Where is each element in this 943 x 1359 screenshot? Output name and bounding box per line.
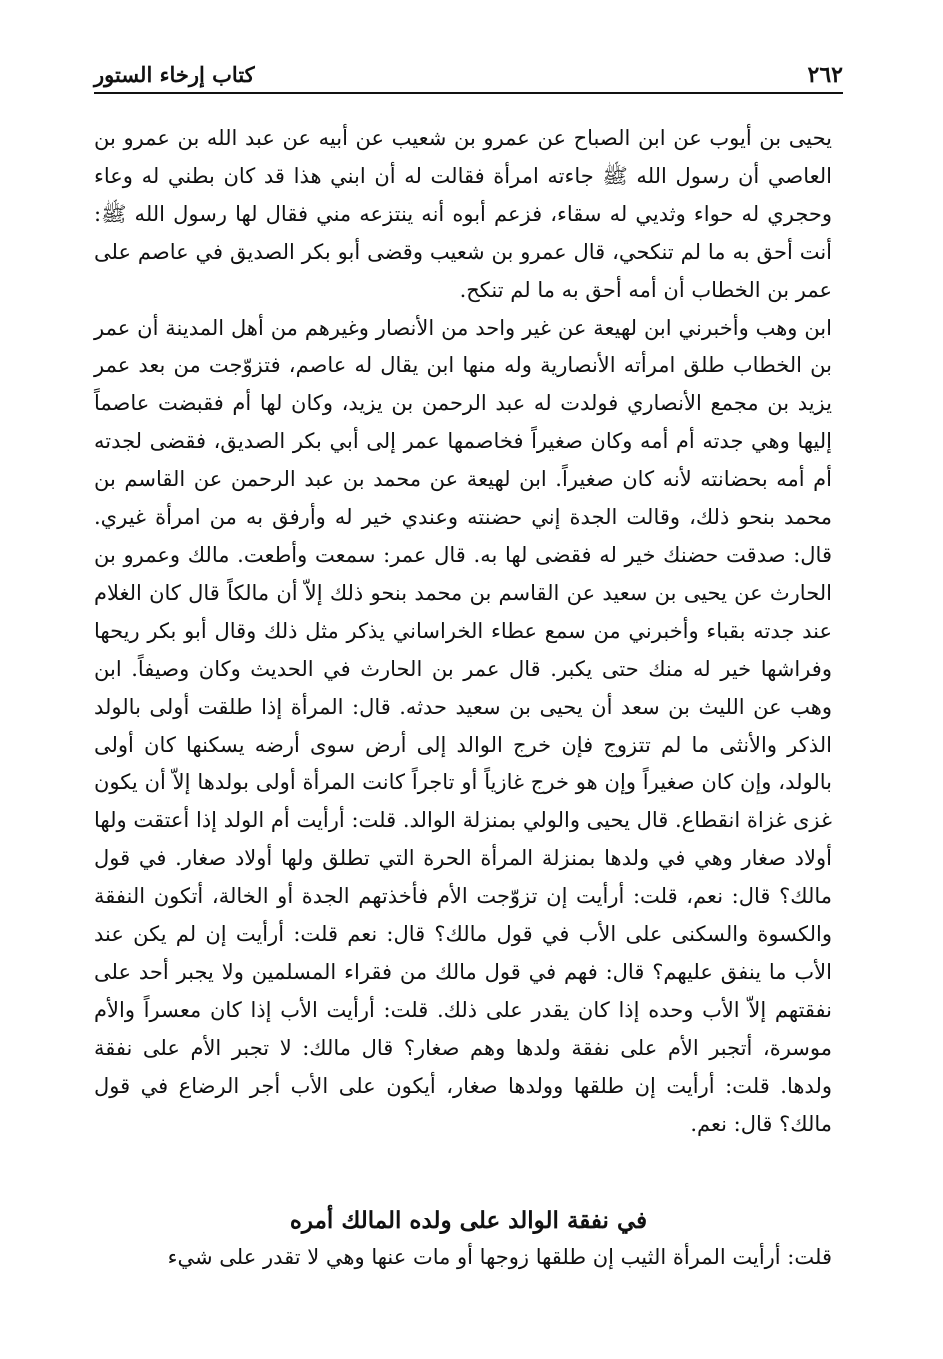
paragraph: ابن وهب وأخبرني ابن لهيعة عن غير واحد من الأنصار وغيرهم من أهل المدينة أن عمر بن الخطاب طلق امرأته الأنصارية وله منها ابن يقال له عاصم، فتزوّجت من بعد عمر يزيد بن مجمع الأنصاري فولدت له عبد الرحمن بن يزيد، وكان لها أم فقبضت عاصماً إليها وهي جدته أم أمه وكان صغيراً فخاصمها عمر إلى أبي بكر الصديق، فقضى لجدته أم أمه بحضانته لأنه كان صغيراً. ابن لهيعة عن محمد بن عبد الرحمن عن القاسم بن محمد بنحو ذلك، وقالت الجدة إني حضنته وعندي خير له وأرفق به من امرأة غيري. قال: صدقت حضنك خير له فقضى لها به. قال عمر: سمعت وأطعت. مالك وعمرو بن الحارث عن يحيى بن سعيد عن القاسم بن محمد بنحو ذلك إلاّ أن مالكاً قال كان الغلام عند جدته بقباء وأخبرني من سمع عطاء الخراساني يذكر مثل ذلك وقال أبو بكر ريحها وفراشها خير له منك حتى يكبر. قال عمر بن الحارث في الحديث وكان وصيفاً. ابن وهب عن الليث بن سعد أن يحيى بن سعيد حدثه. قال: المرأة إذا طلقت أولى بالولد الذكر والأنثى ما لم تتزوج فإن خرج الوالد إلى أرض سوى أرضه يسكنها كان أولى بالولد، وإن كان صغيراً وإن هو خرج غازياً أو تاجراً كانت المرأة أولى بولدها إلاّ أن يكون غزى غزاة انقطاع. قال يحيى والولي بمنزلة الوالد. قلت: أرأيت أم الولد إذا أعتقت ولها أولاد صغار وهي في ولدها بمنزلة المرأة الحرة التي تطلق ولها أولاد صغار. في قول مالك؟ قال: نعم، قلت: أرأيت إن تزوّجت الأم فأخذتهم الجدة أو الخالة، أتكون النفقة والكسوة والسكنى على الأب في قول مالك؟ قال: نعم قلت: أرأيت إن لم يكن عند الأب ما ينفق عليهم؟ قال: فهم في قول مالك من فقراء المسلمين ولا يجبر أحد على نفقتهم إلاّ الأب وحده إذا كان يقدر على ذلك. قلت: أرأيت الأب إذا كان معسراً والأم موسرة، أتجبر الأم على نفقة ولدها وهم صغار؟ قال مالك: لا تجبر الأم على نفقة ولدها. قلت: أرأيت إن طلقها وولدها صغار، أيكون على الأب أجر الرضاع في قول مالك؟ قال: نعم.: [94, 315, 832, 1136]
body-text: [94, 120, 832, 1143]
section-heading: في نفقة الوالد على ولده المالك أمره: [289, 1207, 648, 1234]
paragraph: يحيى بن أيوب عن ابن الصباح عن عمرو بن شعيب عن أبيه عن عبد الله بن عمرو بن العاصي أن رسول الله ﷺ جاءته امرأة فقالت له أن ابني هذا قد كان بطني له وعاء وحجري له حواء وثديي له سقاء، فزعم أبوه أنه ينتزعه مني فقال لها رسول الله ﷺ: أنت أحق به ما لم تنكحي، قال عمرو بن شعيب وقضى أبو بكر الصديق في عاصم على عمر بن الخطاب أن أمه أحق به ما لم تنكح.: [94, 126, 832, 302]
page-number: ٢٦٢: [807, 62, 843, 88]
section-first-line: قلت: أرأيت المرأة الثيب إن طلقها زوجها أو مات عنها وهي لا تقدر على شيء: [167, 1245, 832, 1269]
book-title: كتاب إرخاء الستور: [94, 62, 255, 87]
running-head: [94, 58, 843, 92]
header-rule: [94, 92, 843, 94]
